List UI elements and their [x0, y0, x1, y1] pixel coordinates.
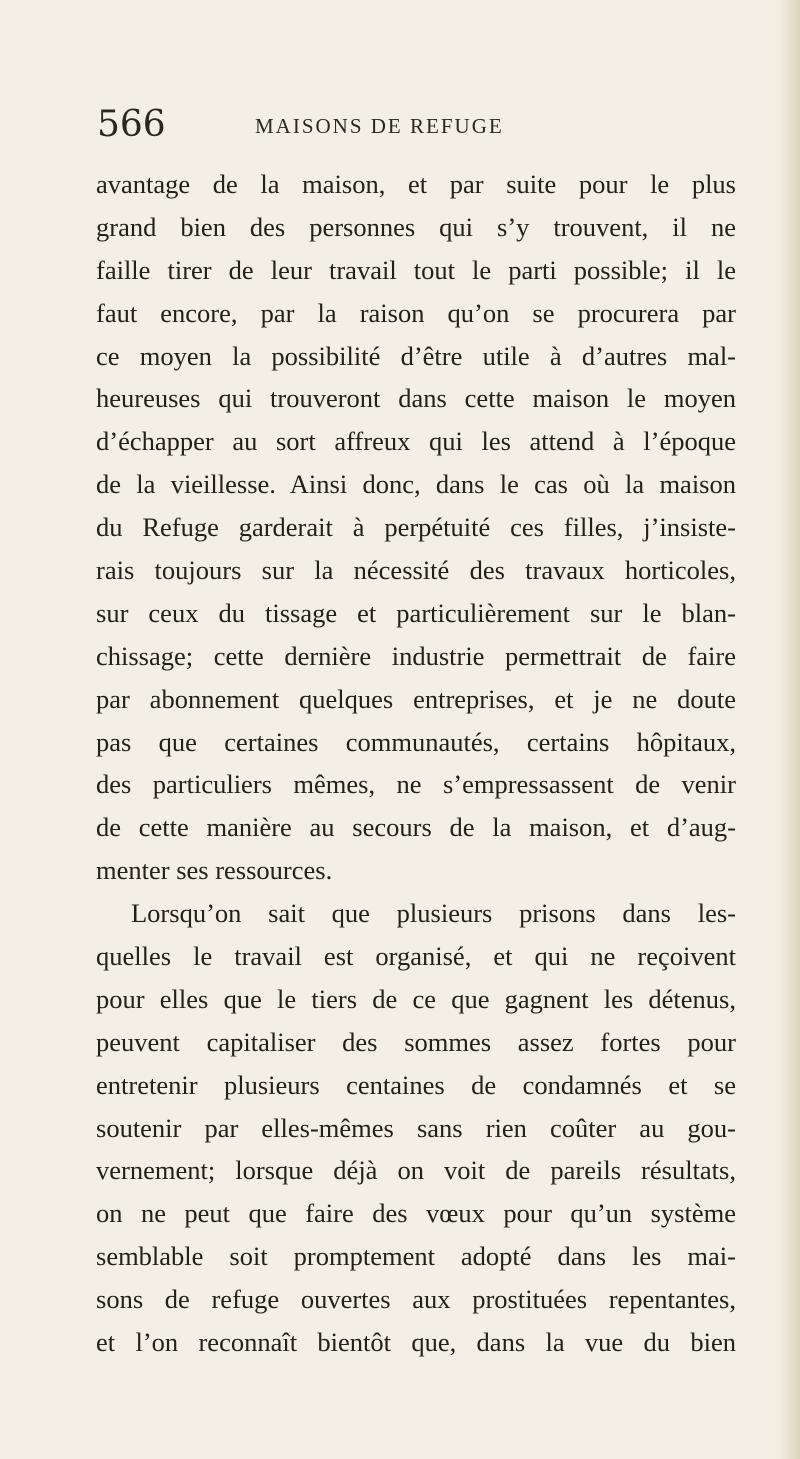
- text-line: avantage de la maison, et par suite pour le plus: [96, 169, 736, 199]
- running-head: [97, 95, 697, 155]
- text-line: semblable soit promptement adopté dans les mai-: [96, 1241, 736, 1272]
- text-line: sur ceux du tissage et particulièrement sur le blan-: [96, 597, 736, 628]
- text-line: on ne peut que faire des vœux pour qu’un système: [96, 1198, 736, 1229]
- paragraph-start-line: Lorsqu’on sait que plusieurs prisons dans les-: [131, 898, 736, 929]
- text-line: des particuliers mêmes, ne s’empressassent de venir: [96, 769, 736, 800]
- text-line: entretenir plusieurs centaines de condamnés et se: [96, 1069, 736, 1100]
- text-line: et l’on reconnaît bientôt que, dans la vue du bien: [96, 1327, 736, 1358]
- text-line: faut encore, par la raison qu’on se procurera par: [96, 297, 736, 328]
- text-line: du Refuge garderait à perpétuité ces filles, j’insiste-: [96, 512, 736, 543]
- text-line: sons de refuge ouvertes aux prostituées repentantes,: [96, 1284, 736, 1315]
- page-edge-shadow: [778, 0, 800, 1459]
- text-line: rais toujours sur la nécessité des travaux horticoles,: [96, 555, 736, 586]
- text-line: pas que certaines communautés, certains hôpitaux,: [96, 726, 736, 757]
- page-number: 566: [97, 104, 166, 145]
- text-line: d’échapper au sort affreux qui les attend à l’époque: [96, 426, 736, 457]
- text-line: quelles le travail est organisé, et qui ne reçoivent: [96, 941, 736, 972]
- text-line: par abonnement quelques entreprises, et je ne doute: [96, 683, 736, 714]
- text-line: peuvent capitaliser des sommes assez fortes pour: [96, 1026, 736, 1057]
- body-text: [96, 163, 736, 1364]
- paragraph-end-line: menter ses ressources.: [96, 855, 333, 886]
- text-line: de cette manière au secours de la maison, et d’aug-: [96, 812, 736, 843]
- text-line: de la vieillesse. Ainsi donc, dans le cas où la maison: [96, 469, 736, 500]
- text-line: chissage; cette dernière industrie permettrait de faire: [96, 640, 736, 671]
- text-line: ce moyen la possibilité d’être utile à d’autres mal-: [96, 340, 736, 371]
- text-line: faille tirer de leur travail tout le parti possible; il le: [96, 254, 736, 285]
- text-line: soutenir par elles-mêmes sans rien coûter au gou-: [96, 1112, 736, 1143]
- text-line: grand bien des personnes qui s’y trouvent, il ne: [96, 211, 736, 242]
- running-title: MAISONS DE REFUGE: [255, 114, 504, 138]
- text-line: heureuses qui trouveront dans cette maison le moyen: [96, 383, 736, 414]
- text-line: vernement; lorsque déjà on voit de pareils résultats,: [96, 1155, 736, 1186]
- text-line: pour elles que le tiers de ce que gagnent les détenus,: [96, 983, 736, 1014]
